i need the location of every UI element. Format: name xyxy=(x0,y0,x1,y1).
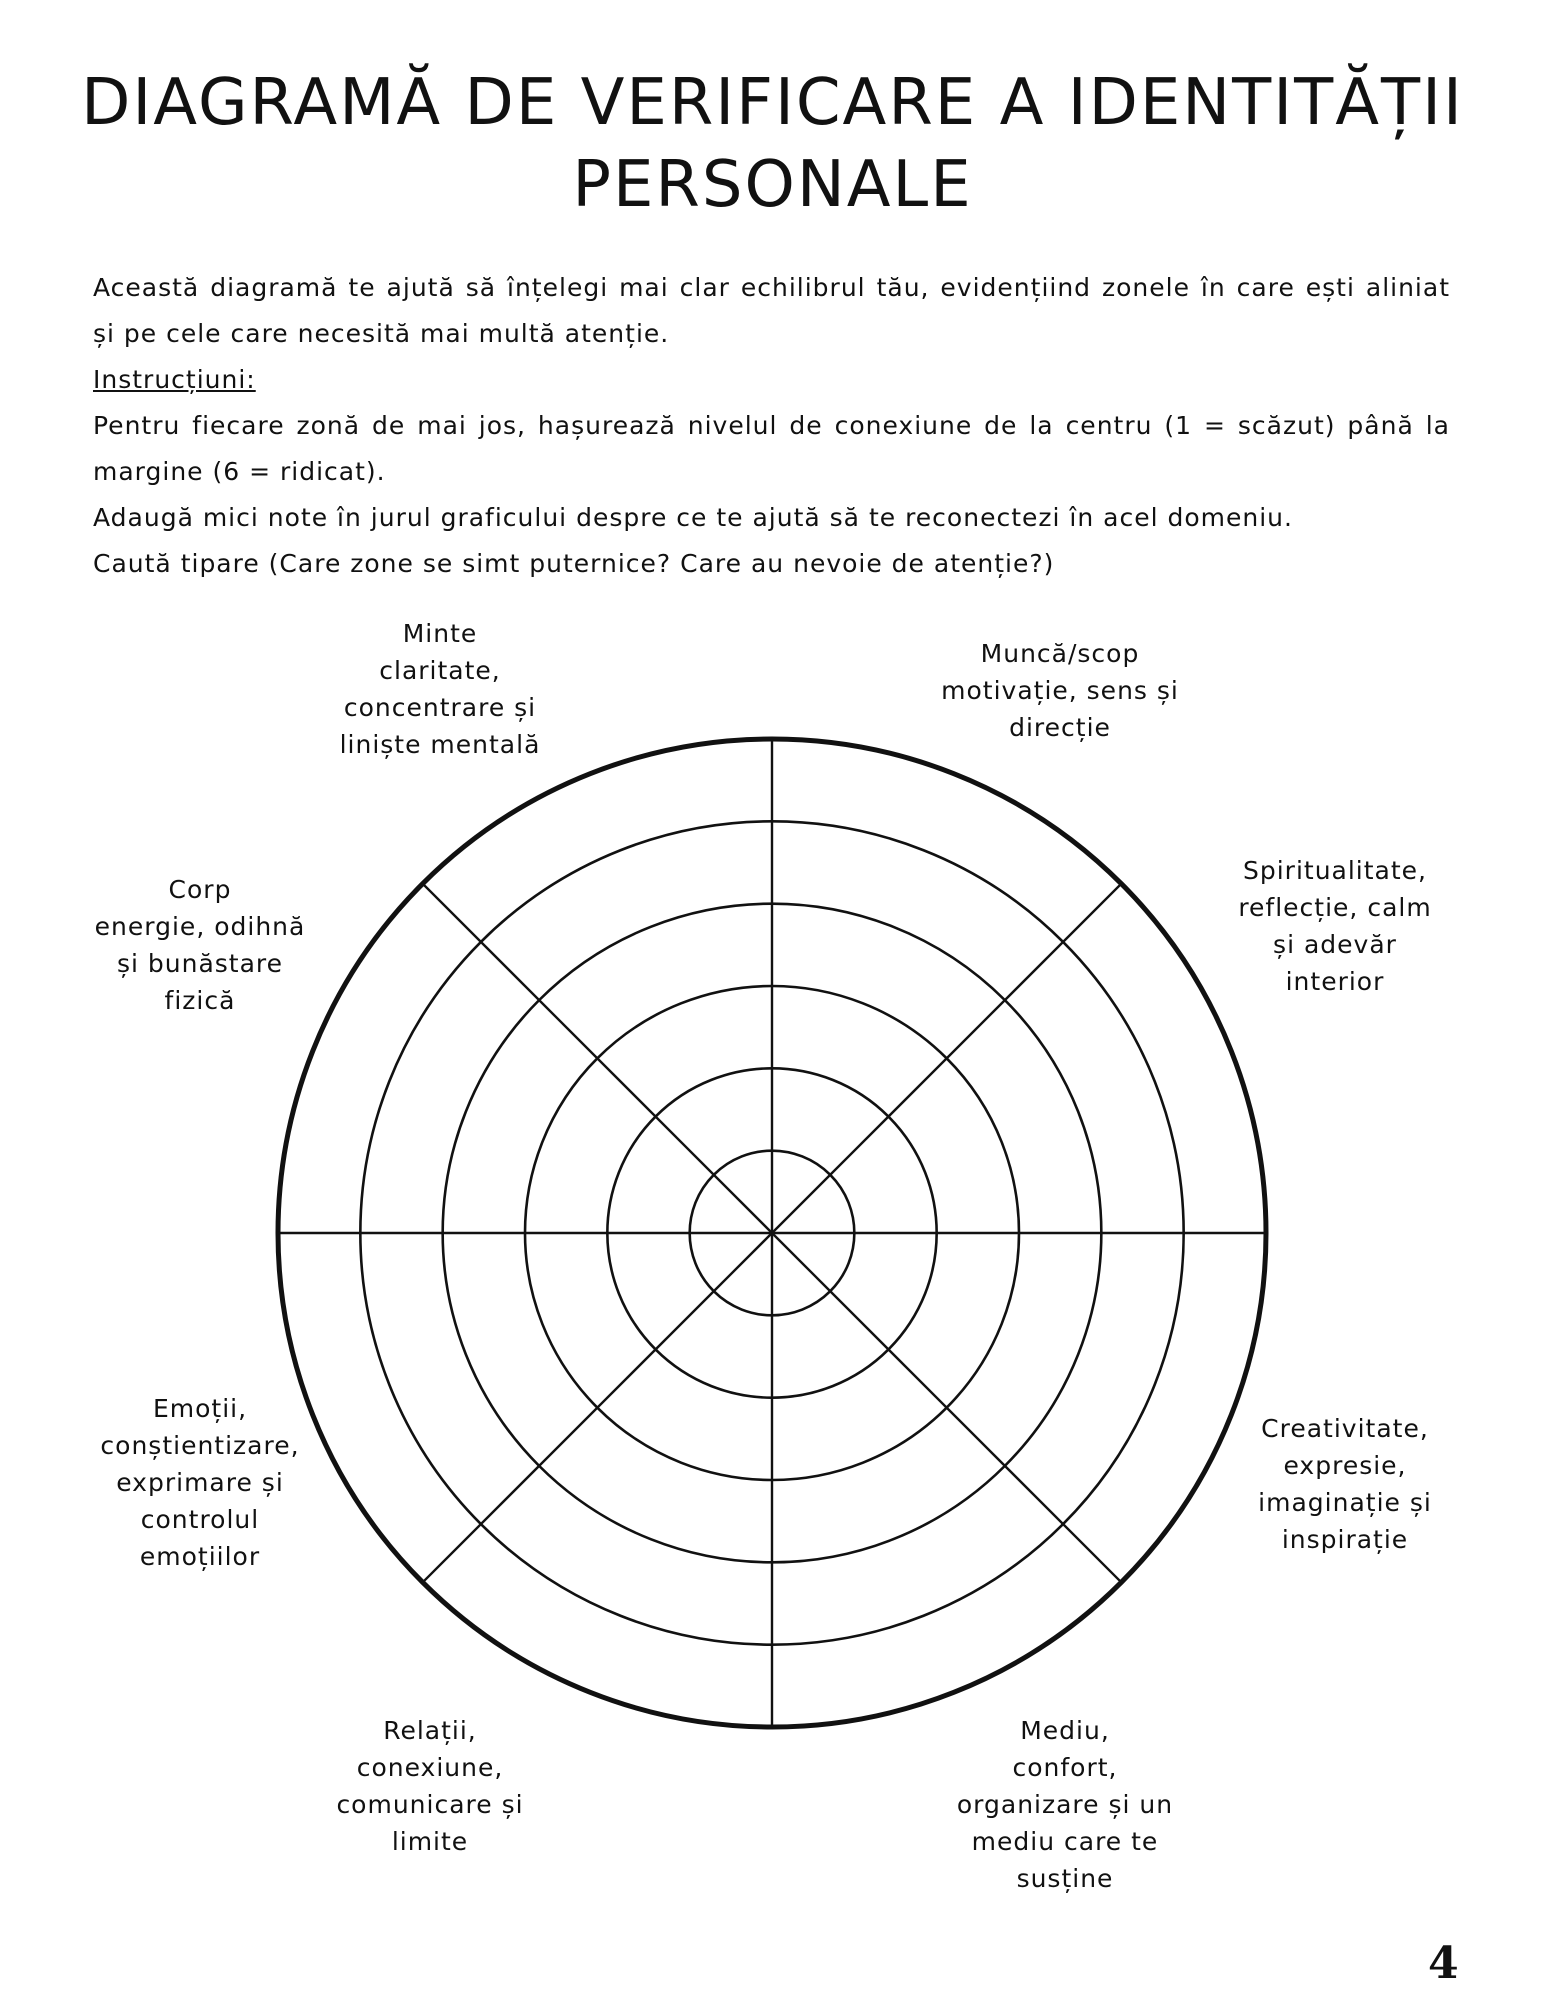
title-line-1: DIAGRAMĂ DE VERIFICARE A IDENTITĂȚII xyxy=(81,66,1464,140)
area-label-minte xyxy=(300,615,580,763)
area-label-line: Relații, xyxy=(383,1716,477,1745)
area-label-mediu xyxy=(920,1712,1210,1897)
area-label-line: mediu care te xyxy=(971,1827,1159,1856)
area-label-line: inspirație xyxy=(1281,1525,1409,1554)
area-label-line: Corp xyxy=(168,875,232,904)
area-label-line: Emoții, xyxy=(152,1394,248,1423)
area-label-line: interior xyxy=(1285,967,1385,996)
area-label-line: conștientizare, xyxy=(100,1431,300,1460)
area-label-creativitate xyxy=(1225,1410,1465,1558)
area-label-line: susține xyxy=(1016,1864,1114,1893)
area-label-line: limite xyxy=(391,1827,469,1856)
wheel-spoke-8 xyxy=(772,884,1121,1233)
area-label-line: direcție xyxy=(1009,713,1111,742)
area-label-line: și adevăr xyxy=(1273,930,1397,959)
area-label-line: concentrare și xyxy=(343,693,537,722)
area-label-line: conexiune, xyxy=(356,1753,504,1782)
area-label-line: claritate, xyxy=(379,656,501,685)
area-label-relatii xyxy=(300,1712,560,1860)
instructions-heading: Instrucțiuni: xyxy=(93,365,256,394)
area-label-line: confort, xyxy=(1012,1753,1118,1782)
area-label-munca-scop xyxy=(910,635,1210,746)
area-label-line: fizică xyxy=(164,986,236,1015)
area-label-line: organizare și un xyxy=(956,1790,1174,1819)
wheel-spoke-4 xyxy=(423,1233,772,1582)
wheel-spoke-2 xyxy=(772,1233,1121,1582)
instruction-step-3: Caută tipare (Care zone se simt puternice? Care au nevoie de atenție?) xyxy=(93,549,1055,578)
area-label-line: imaginație și xyxy=(1258,1488,1432,1517)
area-label-line: Creativitate, xyxy=(1261,1414,1429,1443)
area-label-line: reflecție, calm xyxy=(1238,893,1432,922)
area-label-line: controlul xyxy=(140,1505,260,1534)
intro-description: Această diagramă te ajută să înțelegi mai clar echilibrul tău, evidențiind zonele în care ești aliniat și pe cele care necesită mai multă atenție. xyxy=(93,273,1450,348)
area-label-emotii xyxy=(80,1390,320,1575)
wheel-spokes xyxy=(278,739,1266,1727)
page-number: 4 xyxy=(1428,1938,1459,1989)
area-label-line: și bunăstare xyxy=(116,949,284,978)
area-label-line: emoțiilor xyxy=(139,1542,261,1571)
area-label-line: expresie, xyxy=(1283,1451,1407,1480)
area-label-line: Muncă/scop xyxy=(980,639,1140,668)
area-label-line: energie, odihnă xyxy=(94,912,306,941)
area-label-spiritualitate xyxy=(1215,852,1455,1000)
area-label-line: motivație, sens și xyxy=(941,676,1179,705)
area-label-line: comunicare și xyxy=(336,1790,524,1819)
instruction-step-1: Pentru fiecare zonă de mai jos, hașurează nivelul de conexiune de la centru (1 = scăzut) până la margine (6 = ridicat). xyxy=(93,411,1450,486)
area-label-line: exprimare și xyxy=(116,1468,284,1497)
area-label-corp xyxy=(80,871,320,1019)
area-label-line: liniște mentală xyxy=(339,730,541,759)
area-label-line: Spiritualitate, xyxy=(1242,856,1428,885)
wheel-spoke-6 xyxy=(423,884,772,1233)
instruction-step-2: Adaugă mici note în jurul graficului despre ce te ajută să te reconectezi în acel domeniu. xyxy=(93,503,1293,532)
title-line-2: PERSONALE xyxy=(572,148,973,222)
area-label-line: Mediu, xyxy=(1020,1716,1110,1745)
area-label-line: Minte xyxy=(402,619,478,648)
